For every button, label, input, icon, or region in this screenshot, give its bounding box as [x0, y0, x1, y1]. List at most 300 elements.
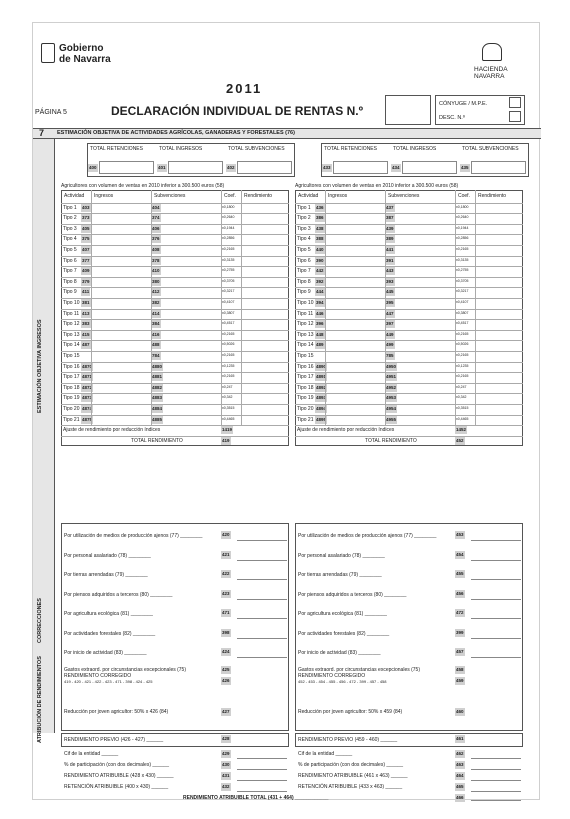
subv-field-right-15[interactable] — [401, 352, 453, 360]
corr-field-left-3[interactable] — [237, 588, 287, 600]
conyuge-checkbox[interactable] — [509, 97, 521, 108]
ingresos-field-left-17[interactable] — [97, 373, 149, 381]
tipo-label-right-15: Tipo 15 — [297, 353, 314, 359]
subv-field-left-13[interactable] — [167, 331, 219, 339]
total-rend-label-left: TOTAL RENDIMIENTO — [131, 437, 183, 444]
atrib-field-left-1[interactable] — [237, 760, 287, 770]
tipo-label-left-3: Tipo 3 — [63, 225, 77, 232]
tipo-label-right-12: Tipo 12 — [297, 321, 314, 328]
ingresos-field-left-10[interactable] — [97, 299, 149, 307]
rend-corregido-chain-left: 419 - 420 - 421 - 422 - 423 - 471 - 398 - 424 - 425 — [64, 679, 153, 684]
rend-field-right-7[interactable] — [477, 267, 521, 275]
rend-field-right-4[interactable] — [477, 235, 521, 243]
atrib-field-right-2[interactable] — [471, 771, 521, 781]
totals-field-left-2[interactable] — [237, 161, 292, 174]
ingresos-field-left-16[interactable] — [97, 363, 149, 371]
tipo-label-right-7: Tipo 7 — [297, 268, 311, 275]
tipo-label-left-9: Tipo 9 — [63, 289, 77, 296]
code-b-left-7: 410 — [152, 268, 160, 274]
code-b-left-2: 374 — [152, 215, 160, 221]
ingresos-field-left-19[interactable] — [97, 394, 149, 402]
corr-label-left-2: Por tierras arrendadas (79) ________ — [64, 572, 148, 578]
final-total-field[interactable] — [471, 791, 521, 801]
atrib-field-left-0[interactable] — [237, 749, 287, 759]
subv-field-left-18[interactable] — [167, 384, 219, 392]
totals-field-left-0[interactable] — [99, 161, 154, 174]
corr-field-left-6[interactable] — [237, 646, 287, 658]
total-rend-code-right: 452 — [456, 437, 464, 443]
coef-left-1: x0,1800 — [222, 204, 235, 209]
page-number: PÁGINA 5 — [35, 109, 67, 116]
ingresos-field-left-15[interactable] — [97, 352, 149, 360]
tipo-label-right-9: Tipo 9 — [297, 289, 311, 296]
subv-field-left-9[interactable] — [167, 288, 219, 296]
ingresos-field-right-20[interactable] — [331, 405, 383, 413]
code-a-right-9: 444 — [316, 289, 324, 295]
rend-field-right-15[interactable] — [477, 352, 521, 360]
coef-left-8: x0,3705 — [222, 278, 235, 283]
rend-field-right-6[interactable] — [477, 257, 521, 265]
corr-label-right-0: Por utilización de medios de producción ajenos (77) ________ — [298, 533, 437, 539]
gov-name-1: Gobierno — [59, 43, 104, 54]
code-b-left-16: 4880 — [152, 363, 163, 369]
tipo-label-right-17: Tipo 17 — [297, 374, 314, 381]
subv-field-right-21[interactable] — [401, 416, 453, 424]
atrib-label-left-0: Cif de la entidad ______ — [64, 751, 119, 757]
rend-field-left-21[interactable] — [243, 416, 287, 424]
atrib-code-right-1: 463 — [456, 762, 464, 767]
code-a-right-17: 4891 — [316, 374, 327, 380]
previo-code-right: 461 — [456, 736, 464, 741]
corr-field-right-6[interactable] — [471, 646, 521, 658]
coef-left-14: x0,5026 — [222, 342, 235, 347]
subv-field-right-16[interactable] — [401, 363, 453, 371]
col-line — [221, 190, 222, 425]
code-a-right-7: 442 — [316, 268, 324, 274]
subv-field-left-17[interactable] — [167, 373, 219, 381]
ingresos-field-left-3[interactable] — [97, 225, 149, 233]
row-line — [295, 425, 523, 426]
rend-field-left-15[interactable] — [243, 352, 287, 360]
subv-field-left-12[interactable] — [167, 320, 219, 328]
totals-code-right-0: 433 — [323, 165, 331, 170]
code-b-right-7: 443 — [386, 268, 394, 274]
rend-field-right-3[interactable] — [477, 225, 521, 233]
rend-field-left-13[interactable] — [243, 331, 287, 339]
ingresos-field-right-18[interactable] — [331, 384, 383, 392]
tipo-label-left-7: Tipo 7 — [63, 268, 77, 275]
form-sheet — [32, 22, 540, 800]
rend-field-right-9[interactable] — [477, 288, 521, 296]
rend-field-right-14[interactable] — [477, 341, 521, 349]
atrib-field-left-3[interactable] — [237, 782, 287, 792]
code-a-left-16: 4870 — [82, 363, 93, 369]
coef-right-17: x0,2165 — [456, 374, 469, 379]
subv-field-left-11[interactable] — [167, 310, 219, 318]
row-line — [61, 425, 289, 426]
rend-corregido-code-left: 426 — [222, 678, 230, 683]
ajuste-label-right: Ajuste de rendimiento por reducción índices — [297, 427, 395, 434]
ingresos-field-right-7[interactable] — [331, 267, 383, 275]
code-b-left-5: 408 — [152, 247, 160, 252]
rend-field-left-7[interactable] — [243, 267, 287, 275]
subv-field-right-20[interactable] — [401, 405, 453, 413]
side-label-ingresos: ESTIMACIÓN OBJETIVA INGRESOS — [37, 319, 43, 413]
corr-label-right-2: Por tierras arrendadas (79) ________ — [298, 572, 382, 578]
code-a-left-10: 381 — [82, 300, 90, 305]
coef-right-5: x0,2165 — [456, 247, 469, 251]
coef-left-12: x0,4517 — [222, 321, 235, 326]
code-b-right-5: 441 — [386, 247, 394, 252]
ingresos-field-left-14[interactable] — [97, 341, 149, 349]
code-a-left-6: 377 — [82, 257, 90, 263]
tipo-label-right-18: Tipo 18 — [297, 384, 314, 391]
ingresos-field-right-16[interactable] — [331, 363, 383, 371]
subv-field-left-8[interactable] — [167, 278, 219, 286]
tipo-label-right-21: Tipo 21 — [297, 416, 314, 423]
corr-code-right-2: 455 — [456, 571, 464, 576]
totals-field-right-2[interactable] — [471, 161, 526, 174]
subv-field-left-14[interactable] — [167, 341, 219, 349]
gastos-label-left: Gastos extraord. por circunstancias excepcionales (75) — [64, 667, 187, 673]
code-b-right-9: 445 — [386, 289, 394, 295]
subv-field-left-16[interactable] — [167, 363, 219, 371]
code-b-left-20: 4884 — [152, 406, 163, 411]
atrib-code-left-0: 429 — [222, 751, 230, 756]
rend-field-left-1[interactable] — [243, 204, 287, 212]
ajuste-label-left: Ajuste de rendimiento por reducción índices — [63, 427, 161, 434]
rend-corregido-label-left: RENDIMIENTO CORREGIDO — [64, 673, 132, 679]
coef-right-8: x0,3705 — [456, 278, 469, 283]
rend-field-right-11[interactable] — [477, 310, 521, 318]
totals-field-right-0[interactable] — [333, 161, 388, 174]
coef-right-19: x0,342 — [456, 395, 467, 400]
hacienda-logo-icon — [482, 43, 502, 61]
totals-code-left-1: 401 — [158, 165, 166, 170]
rend-field-right-19[interactable] — [477, 394, 521, 402]
code-b-left-10: 382 — [152, 300, 160, 305]
subv-field-right-10[interactable] — [401, 299, 453, 307]
rend-field-left-2[interactable] — [243, 214, 287, 222]
subv-field-left-5[interactable] — [167, 246, 219, 254]
rend-field-left-19[interactable] — [243, 394, 287, 402]
rend-field-right-21[interactable] — [477, 416, 521, 424]
subv-field-right-13[interactable] — [401, 331, 453, 339]
corr-field-left-5[interactable] — [237, 627, 287, 639]
rend-field-right-10[interactable] — [477, 299, 521, 307]
rend-field-left-14[interactable] — [243, 341, 287, 349]
ingresos-field-right-15[interactable] — [331, 352, 383, 360]
code-a-left-19: 4873 — [82, 395, 93, 401]
corr-field-left-2[interactable] — [237, 568, 287, 580]
rend-field-right-20[interactable] — [477, 405, 521, 413]
col-line — [385, 190, 386, 425]
tipo-label-right-3: Tipo 3 — [297, 225, 311, 232]
rend-field-right-12[interactable] — [477, 320, 521, 328]
corr-code-left-6: 424 — [222, 649, 230, 654]
ingresos-field-right-4[interactable] — [331, 235, 383, 243]
code-b-left-8: 380 — [152, 278, 160, 284]
col-header-right-4: Rendimiento — [478, 193, 507, 199]
rend-field-right-1[interactable] — [477, 204, 521, 212]
code-a-right-21: 4895 — [316, 416, 327, 422]
subv-field-left-2[interactable] — [167, 214, 219, 222]
corr-field-left-1[interactable] — [237, 549, 287, 561]
rend-field-right-2[interactable] — [477, 214, 521, 222]
rend-field-right-5[interactable] — [477, 246, 521, 254]
tipo-label-left-2: Tipo 2 — [63, 215, 77, 222]
joven-code-right: 460 — [456, 709, 464, 714]
subv-field-right-18[interactable] — [401, 384, 453, 392]
ingresos-field-right-11[interactable] — [331, 310, 383, 318]
ingresos-field-left-5[interactable] — [97, 246, 149, 254]
tipo-label-left-8: Tipo 8 — [63, 278, 77, 285]
rend-field-left-9[interactable] — [243, 288, 287, 296]
subv-field-left-10[interactable] — [167, 299, 219, 307]
subv-field-right-7[interactable] — [401, 267, 453, 275]
coef-right-16: x0,1235 — [456, 363, 469, 368]
ingresos-field-right-17[interactable] — [331, 373, 383, 381]
tipo-label-right-5: Tipo 5 — [297, 247, 311, 253]
subv-field-right-2[interactable] — [401, 214, 453, 222]
subv-field-right-14[interactable] — [401, 341, 453, 349]
code-b-right-18: 4952 — [386, 384, 397, 390]
col-header-left-0: Actividad — [64, 193, 85, 199]
side-label-atribucion: ATRIBUCIÓN DE RENDIMIENTOS — [37, 656, 43, 743]
code-b-right-8: 393 — [386, 278, 394, 284]
rend-field-right-18[interactable] — [477, 384, 521, 392]
ingresos-field-left-21[interactable] — [97, 416, 149, 424]
ingresos-field-left-6[interactable] — [97, 257, 149, 265]
ingresos-field-right-14[interactable] — [331, 341, 383, 349]
rend-field-right-16[interactable] — [477, 363, 521, 371]
code-a-right-20: 4894 — [316, 406, 327, 411]
tipo-label-left-14: Tipo 14 — [63, 342, 80, 349]
ingresos-field-left-4[interactable] — [97, 235, 149, 243]
declaration-number-field[interactable] — [385, 95, 431, 125]
coef-right-6: x0,3135 — [456, 257, 469, 262]
rend-field-left-18[interactable] — [243, 384, 287, 392]
ingresos-field-left-12[interactable] — [97, 320, 149, 328]
code-b-left-19: 4883 — [152, 395, 163, 401]
coef-left-10: x0,4107 — [222, 300, 235, 304]
corr-field-right-1[interactable] — [471, 549, 521, 561]
subv-field-right-19[interactable] — [401, 394, 453, 402]
code-a-right-18: 4892 — [316, 384, 327, 390]
tipo-label-right-4: Tipo 4 — [297, 236, 311, 243]
rend-field-left-3[interactable] — [243, 225, 287, 233]
code-b-right-13: 449 — [386, 331, 394, 337]
code-a-right-5: 440 — [316, 247, 324, 252]
col-line — [91, 190, 92, 425]
atrib-field-right-1[interactable] — [471, 760, 521, 770]
totals-field-left-1[interactable] — [168, 161, 223, 174]
code-b-right-17: 4951 — [386, 374, 397, 380]
corr-field-left-0[interactable] — [237, 529, 287, 541]
ingresos-field-left-8[interactable] — [97, 278, 149, 286]
form-title: DECLARACIÓN INDIVIDUAL DE RENTAS N.º — [111, 104, 363, 118]
subv-field-right-9[interactable] — [401, 288, 453, 296]
coef-left-7: x0,2755 — [222, 268, 235, 273]
rend-field-left-8[interactable] — [243, 278, 287, 286]
corr-label-left-0: Por utilización de medios de producción ajenos (77) ________ — [64, 533, 203, 539]
ingresos-field-left-9[interactable] — [97, 288, 149, 296]
coef-right-20: x0,3515 — [456, 406, 469, 410]
ingresos-field-left-18[interactable] — [97, 384, 149, 392]
code-a-right-8: 392 — [316, 278, 324, 284]
rend-field-left-6[interactable] — [243, 257, 287, 265]
ingresos-field-left-7[interactable] — [97, 267, 149, 275]
code-a-left-2: 373 — [82, 215, 90, 221]
subv-field-right-8[interactable] — [401, 278, 453, 286]
corr-field-right-0[interactable] — [471, 529, 521, 541]
ingresos-field-left-13[interactable] — [97, 331, 149, 339]
rend-field-left-17[interactable] — [243, 373, 287, 381]
atrib-field-right-0[interactable] — [471, 749, 521, 759]
subv-field-right-12[interactable] — [401, 320, 453, 328]
rend-field-left-5[interactable] — [243, 246, 287, 254]
ingresos-field-right-21[interactable] — [331, 416, 383, 424]
code-b-right-1: 437 — [386, 204, 394, 210]
atrib-field-left-2[interactable] — [237, 771, 287, 781]
ingresos-field-right-2[interactable] — [331, 214, 383, 222]
coef-left-19: x0,342 — [222, 395, 233, 400]
rend-field-right-13[interactable] — [477, 331, 521, 339]
section-number: 7 — [39, 128, 45, 138]
code-b-right-14: 499 — [386, 342, 394, 348]
ingresos-field-right-3[interactable] — [331, 225, 383, 233]
rend-field-left-11[interactable] — [243, 310, 287, 318]
subv-field-right-3[interactable] — [401, 225, 453, 233]
totals-field-right-1[interactable] — [402, 161, 457, 174]
ingresos-field-right-1[interactable] — [331, 204, 383, 212]
totals-header-right-2: TOTAL SUBVENCIONES — [462, 146, 519, 152]
side-band — [33, 139, 55, 733]
tipo-label-left-13: Tipo 13 — [63, 331, 80, 338]
code-a-left-13: 415 — [82, 331, 90, 337]
ingresos-field-right-12[interactable] — [331, 320, 383, 328]
corr-code-right-3: 456 — [456, 590, 464, 596]
coef-right-7: x0,2755 — [456, 268, 469, 273]
col-header-right-2: Subvenciones — [388, 193, 420, 199]
row-line — [61, 436, 289, 437]
corr-field-right-2[interactable] — [471, 568, 521, 580]
code-a-right-14: 489 — [316, 342, 324, 348]
coef-left-16: x0,1235 — [222, 363, 235, 368]
tipo-label-right-19: Tipo 19 — [297, 395, 314, 402]
corr-code-left-1: 421 — [222, 551, 230, 557]
rend-field-left-10[interactable] — [243, 299, 287, 307]
subv-field-left-7[interactable] — [167, 267, 219, 275]
corr-code-left-2: 422 — [222, 571, 230, 576]
code-b-right-11: 447 — [386, 310, 394, 316]
gov-name-2: de Navarra — [59, 54, 111, 65]
subv-field-left-3[interactable] — [167, 225, 219, 233]
joven-label-left: Reducción por joven agricultor: 50% x 426 (84) — [64, 709, 169, 715]
code-b-left-1: 404 — [152, 204, 160, 210]
coef-right-3: x0,1944 — [456, 225, 469, 230]
code-b-left-11: 414 — [152, 310, 160, 316]
col-line — [455, 190, 456, 425]
corr-label-right-3: Por piensos adquiridos a terceros (80) ________ — [298, 591, 407, 598]
subv-field-left-1[interactable] — [167, 204, 219, 212]
ingresos-field-right-5[interactable] — [331, 246, 383, 254]
ingresos-field-left-2[interactable] — [97, 214, 149, 222]
rend-field-left-16[interactable] — [243, 363, 287, 371]
rend-field-left-4[interactable] — [243, 235, 287, 243]
subv-field-left-15[interactable] — [167, 352, 219, 360]
code-b-right-10: 395 — [386, 300, 394, 305]
subv-field-right-4[interactable] — [401, 235, 453, 243]
tipo-label-left-6: Tipo 6 — [63, 257, 77, 264]
ingresos-field-right-19[interactable] — [331, 394, 383, 402]
code-a-right-19: 4893 — [316, 395, 327, 401]
coef-right-13: x0,2165 — [456, 331, 469, 336]
corr-field-right-4[interactable] — [471, 607, 521, 619]
code-b-left-12: 384 — [152, 321, 160, 327]
subv-field-right-6[interactable] — [401, 257, 453, 265]
tipo-label-right-13: Tipo 13 — [297, 331, 314, 338]
code-a-left-17: 4871 — [82, 374, 93, 380]
rend-field-left-12[interactable] — [243, 320, 287, 328]
code-b-left-13: 416 — [152, 331, 160, 337]
subv-field-right-17[interactable] — [401, 373, 453, 381]
corr-label-left-6: Por inicio de actividad (83) ________ — [64, 650, 147, 656]
totals-header-right-0: TOTAL RETENCIONES — [324, 146, 377, 152]
ingresos-field-right-6[interactable] — [331, 257, 383, 265]
totals-header-left-1: TOTAL INGRESOS — [159, 146, 203, 152]
desc-checkbox[interactable] — [509, 111, 521, 122]
subv-field-right-5[interactable] — [401, 246, 453, 254]
gastos-code-left: 425 — [222, 667, 230, 672]
ingresos-field-right-8[interactable] — [331, 278, 383, 286]
coef-left-5: x0,2165 — [222, 247, 235, 251]
tipo-label-left-21: Tipo 21 — [63, 416, 80, 423]
previo-label-left: RENDIMIENTO PREVIO (426 - 427) ______ — [64, 737, 164, 743]
subv-field-right-1[interactable] — [401, 204, 453, 212]
ingresos-field-left-1[interactable] — [97, 204, 149, 212]
subv-field-left-21[interactable] — [167, 416, 219, 424]
subv-field-left-4[interactable] — [167, 235, 219, 243]
coef-right-4: x0,2856 — [456, 236, 469, 241]
rend-corregido-label-right: RENDIMIENTO CORREGIDO — [298, 673, 366, 679]
subv-field-left-20[interactable] — [167, 405, 219, 413]
subv-field-left-6[interactable] — [167, 257, 219, 265]
corr-field-right-3[interactable] — [471, 588, 521, 600]
tipo-label-left-15: Tipo 15 — [63, 353, 80, 359]
rend-field-right-8[interactable] — [477, 278, 521, 286]
subv-field-right-11[interactable] — [401, 310, 453, 318]
totals-header-right-1: TOTAL INGRESOS — [393, 146, 437, 152]
tipo-label-right-10: Tipo 10 — [297, 300, 314, 306]
ingresos-field-right-13[interactable] — [331, 331, 383, 339]
ingresos-field-right-10[interactable] — [331, 299, 383, 307]
corr-field-left-4[interactable] — [237, 607, 287, 619]
ingresos-field-left-11[interactable] — [97, 310, 149, 318]
tipo-label-left-17: Tipo 17 — [63, 374, 80, 381]
code-b-left-15: 784 — [152, 353, 160, 358]
ingresos-field-right-9[interactable] — [331, 288, 383, 296]
rend-field-right-17[interactable] — [477, 373, 521, 381]
corr-label-left-3: Por piensos adquiridos a terceros (80) ________ — [64, 591, 173, 598]
hacienda-name-1: HACIENDA — [474, 66, 508, 73]
ingresos-field-left-20[interactable] — [97, 405, 149, 413]
coef-right-11: x0,3807 — [456, 310, 469, 315]
subv-field-left-19[interactable] — [167, 394, 219, 402]
rend-field-left-20[interactable] — [243, 405, 287, 413]
hacienda-name-2: NAVARRA — [474, 73, 505, 80]
corr-field-right-5[interactable] — [471, 627, 521, 639]
